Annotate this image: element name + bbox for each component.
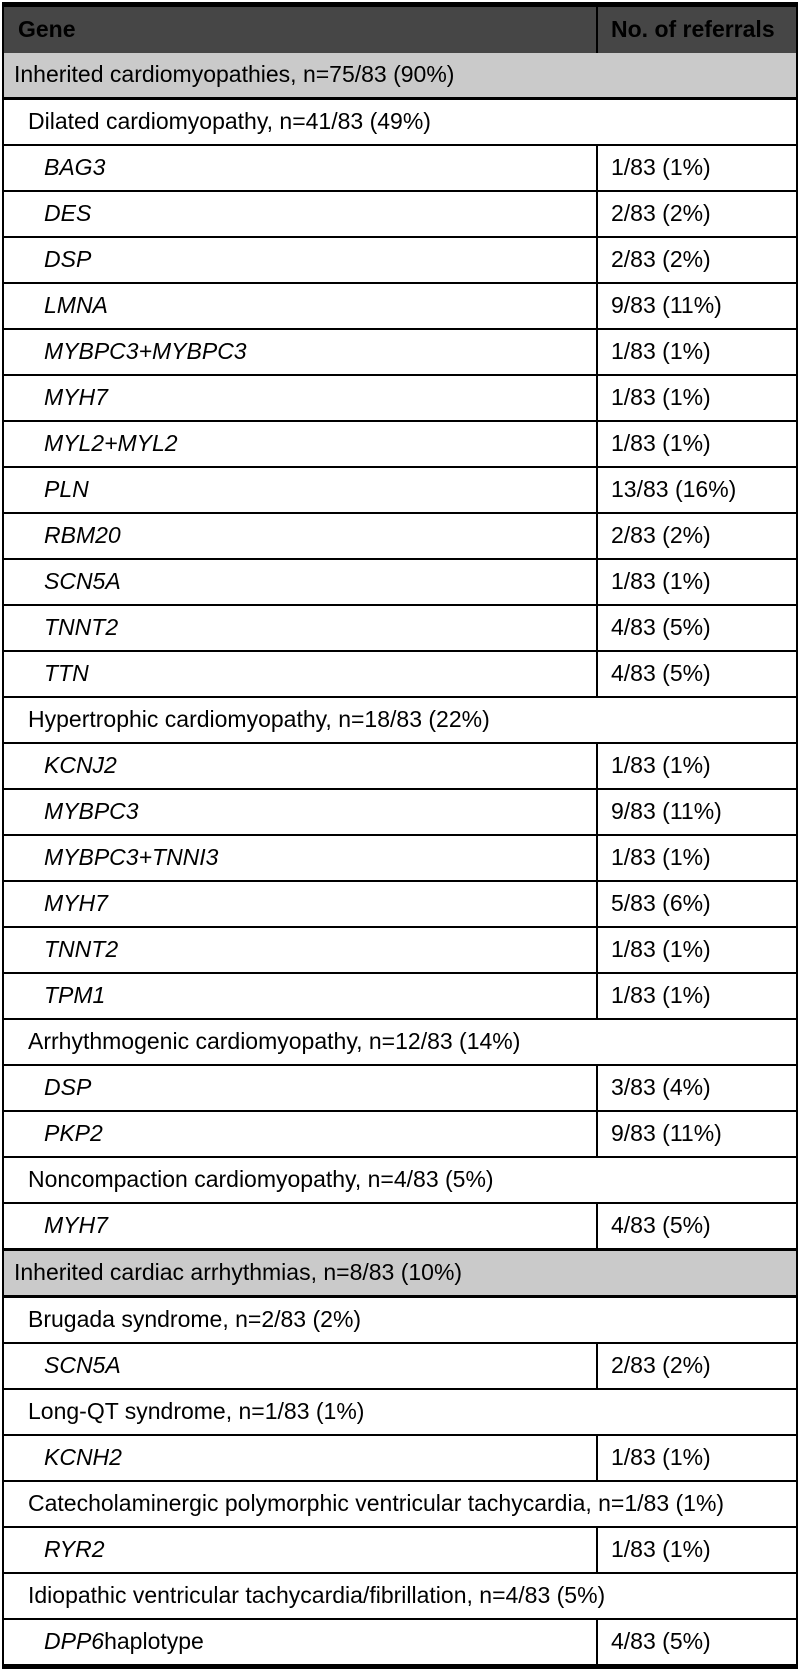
gene-row (4, 1202, 796, 1248)
table-body (4, 53, 796, 1664)
referrals-value: 4/83 (5%) (611, 1628, 711, 1655)
gene-name: MYBPC3+MYBPC3 (44, 338, 247, 365)
gene-row (4, 1526, 796, 1572)
gene-name: DPP6 (44, 1628, 105, 1655)
gene-cell (4, 1112, 598, 1156)
gene-referrals-table (2, 2, 798, 1669)
referrals-cell (598, 284, 796, 328)
referrals-value: 3/83 (4%) (611, 1074, 711, 1101)
gene-row (4, 604, 796, 650)
row-label-text: Long-QT syndrome, n=1/83 (1%) (28, 1398, 365, 1425)
referrals-cell (598, 1620, 796, 1664)
subsection-row (4, 1018, 796, 1064)
referrals-cell (598, 882, 796, 926)
gene-row (4, 512, 796, 558)
gene-name: SCN5A (44, 1352, 121, 1379)
referrals-value: 1/83 (1%) (611, 982, 711, 1009)
section-label (4, 1251, 796, 1295)
gene-row (4, 788, 796, 834)
gene-cell (4, 1620, 598, 1664)
referrals-cell (598, 468, 796, 512)
gene-row (4, 880, 796, 926)
referrals-value: 1/83 (1%) (611, 568, 711, 595)
gene-row (4, 1064, 796, 1110)
gene-cell (4, 882, 598, 926)
gene-cell (4, 1528, 598, 1572)
gene-row (4, 926, 796, 972)
referrals-cell (598, 1066, 796, 1110)
subsection-row (4, 1295, 796, 1342)
gene-row (4, 1342, 796, 1388)
referrals-value: 1/83 (1%) (611, 844, 711, 871)
referrals-cell (598, 606, 796, 650)
gene-name: RYR2 (44, 1536, 105, 1563)
subsection-label (4, 1574, 796, 1618)
gene-cell (4, 1436, 598, 1480)
gene-cell (4, 238, 598, 282)
gene-cell (4, 836, 598, 880)
gene-cell (4, 284, 598, 328)
column-label-gene: Gene (18, 16, 76, 43)
referrals-value: 1/83 (1%) (611, 154, 711, 181)
gene-row (4, 282, 796, 328)
gene-cell (4, 790, 598, 834)
gene-row (4, 650, 796, 696)
referrals-cell (598, 514, 796, 558)
subsection-label (4, 100, 796, 144)
gene-row (4, 742, 796, 788)
referrals-value: 2/83 (2%) (611, 200, 711, 227)
gene-row (4, 374, 796, 420)
referrals-cell (598, 652, 796, 696)
gene-cell (4, 652, 598, 696)
gene-row (4, 558, 796, 604)
gene-row (4, 144, 796, 190)
row-label-text: Noncompaction cardiomyopathy, n=4/83 (5%) (28, 1166, 494, 1193)
referrals-cell (598, 1344, 796, 1388)
referrals-value: 1/83 (1%) (611, 936, 711, 963)
gene-row (4, 466, 796, 512)
referrals-cell (598, 1436, 796, 1480)
gene-cell (4, 1066, 598, 1110)
header-cell-referrals (598, 7, 796, 53)
gene-cell (4, 974, 598, 1018)
gene-name-suffix: haplotype (104, 1628, 204, 1655)
gene-name: KCNJ2 (44, 752, 117, 779)
section-row (4, 1248, 796, 1295)
referrals-cell (598, 376, 796, 420)
subsection-label (4, 1390, 796, 1434)
subsection-label (4, 1020, 796, 1064)
gene-row (4, 972, 796, 1018)
referrals-value: 4/83 (5%) (611, 1212, 711, 1239)
row-label-text: Brugada syndrome, n=2/83 (2%) (28, 1306, 362, 1333)
referrals-value: 1/83 (1%) (611, 1536, 711, 1563)
subsection-row (4, 1388, 796, 1434)
gene-name: MYBPC3+TNNI3 (44, 844, 219, 871)
gene-name: MYBPC3 (44, 798, 139, 825)
gene-row (4, 1618, 796, 1664)
referrals-value: 5/83 (6%) (611, 890, 711, 917)
gene-name: KCNH2 (44, 1444, 122, 1471)
gene-cell (4, 1344, 598, 1388)
gene-cell (4, 1204, 598, 1248)
gene-row (4, 1110, 796, 1156)
gene-cell (4, 146, 598, 190)
gene-name: DES (44, 200, 92, 227)
row-label-text: Hypertrophic cardiomyopathy, n=18/83 (22%) (28, 706, 490, 733)
gene-name: TPM1 (44, 982, 106, 1009)
referrals-value: 1/83 (1%) (611, 752, 711, 779)
gene-name: TTN (44, 660, 89, 687)
section-row (4, 53, 796, 97)
referrals-value: 9/83 (11%) (611, 292, 722, 319)
gene-name: DSP (44, 246, 92, 273)
referrals-value: 1/83 (1%) (611, 430, 711, 457)
gene-cell (4, 192, 598, 236)
gene-cell (4, 422, 598, 466)
section-label (4, 53, 796, 97)
row-label-text: Inherited cardiac arrhythmias, n=8/83 (10%) (14, 1259, 463, 1286)
referrals-cell (598, 560, 796, 604)
subsection-label (4, 1482, 796, 1526)
subsection-row (4, 1156, 796, 1202)
gene-name: MYL2+MYL2 (44, 430, 178, 457)
gene-name: SCN5A (44, 568, 121, 595)
subsection-row (4, 1480, 796, 1526)
column-label-referrals: No. of referrals (611, 16, 775, 43)
referrals-cell (598, 928, 796, 972)
gene-name: PKP2 (44, 1120, 103, 1147)
gene-name: MYH7 (44, 384, 108, 411)
row-label-text: Arrhythmogenic cardiomyopathy, n=12/83 (14%) (28, 1028, 521, 1055)
referrals-cell (598, 1112, 796, 1156)
gene-name: MYH7 (44, 890, 108, 917)
gene-row (4, 834, 796, 880)
subsection-row (4, 97, 796, 144)
gene-row (4, 328, 796, 374)
header-cell-gene (4, 7, 598, 53)
gene-name: TNNT2 (44, 936, 119, 963)
referrals-cell (598, 790, 796, 834)
referrals-value: 1/83 (1%) (611, 384, 711, 411)
gene-name: PLN (44, 476, 89, 503)
gene-row (4, 420, 796, 466)
gene-cell (4, 468, 598, 512)
gene-cell (4, 744, 598, 788)
referrals-value: 2/83 (2%) (611, 246, 711, 273)
gene-name: BAG3 (44, 154, 106, 181)
gene-row (4, 236, 796, 282)
gene-name: LMNA (44, 292, 108, 319)
referrals-cell (598, 1204, 796, 1248)
gene-row (4, 1434, 796, 1480)
referrals-value: 1/83 (1%) (611, 1444, 711, 1471)
gene-row (4, 190, 796, 236)
referrals-cell (598, 330, 796, 374)
referrals-cell (598, 836, 796, 880)
gene-cell (4, 376, 598, 420)
gene-cell (4, 560, 598, 604)
subsection-label (4, 1298, 796, 1342)
referrals-value: 4/83 (5%) (611, 660, 711, 687)
referrals-value: 4/83 (5%) (611, 614, 711, 641)
gene-name: MYH7 (44, 1212, 108, 1239)
subsection-row (4, 1572, 796, 1618)
gene-cell (4, 514, 598, 558)
row-label-text: Inherited cardiomyopathies, n=75/83 (90%) (14, 61, 455, 88)
referrals-value: 2/83 (2%) (611, 522, 711, 549)
gene-name: RBM20 (44, 522, 121, 549)
referrals-cell (598, 192, 796, 236)
gene-cell (4, 606, 598, 650)
gene-name: DSP (44, 1074, 92, 1101)
subsection-row (4, 696, 796, 742)
referrals-cell (598, 146, 796, 190)
referrals-value: 9/83 (11%) (611, 1120, 722, 1147)
table-header-row (4, 7, 796, 53)
referrals-cell (598, 422, 796, 466)
referrals-value: 9/83 (11%) (611, 798, 722, 825)
referrals-cell (598, 974, 796, 1018)
subsection-label (4, 698, 796, 742)
referrals-cell (598, 744, 796, 788)
gene-name: TNNT2 (44, 614, 119, 641)
referrals-value: 1/83 (1%) (611, 338, 711, 365)
row-label-text: Catecholaminergic polymorphic ventricular tachycardia, n=1/83 (1%) (28, 1490, 725, 1517)
gene-cell (4, 928, 598, 972)
gene-cell (4, 330, 598, 374)
subsection-label (4, 1158, 796, 1202)
referrals-cell (598, 238, 796, 282)
referrals-value: 13/83 (16%) (611, 476, 737, 503)
referrals-value: 2/83 (2%) (611, 1352, 711, 1379)
row-label-text: Dilated cardiomyopathy, n=41/83 (49%) (28, 108, 431, 135)
referrals-cell (598, 1528, 796, 1572)
row-label-text: Idiopathic ventricular tachycardia/fibrillation, n=4/83 (5%) (28, 1582, 606, 1609)
